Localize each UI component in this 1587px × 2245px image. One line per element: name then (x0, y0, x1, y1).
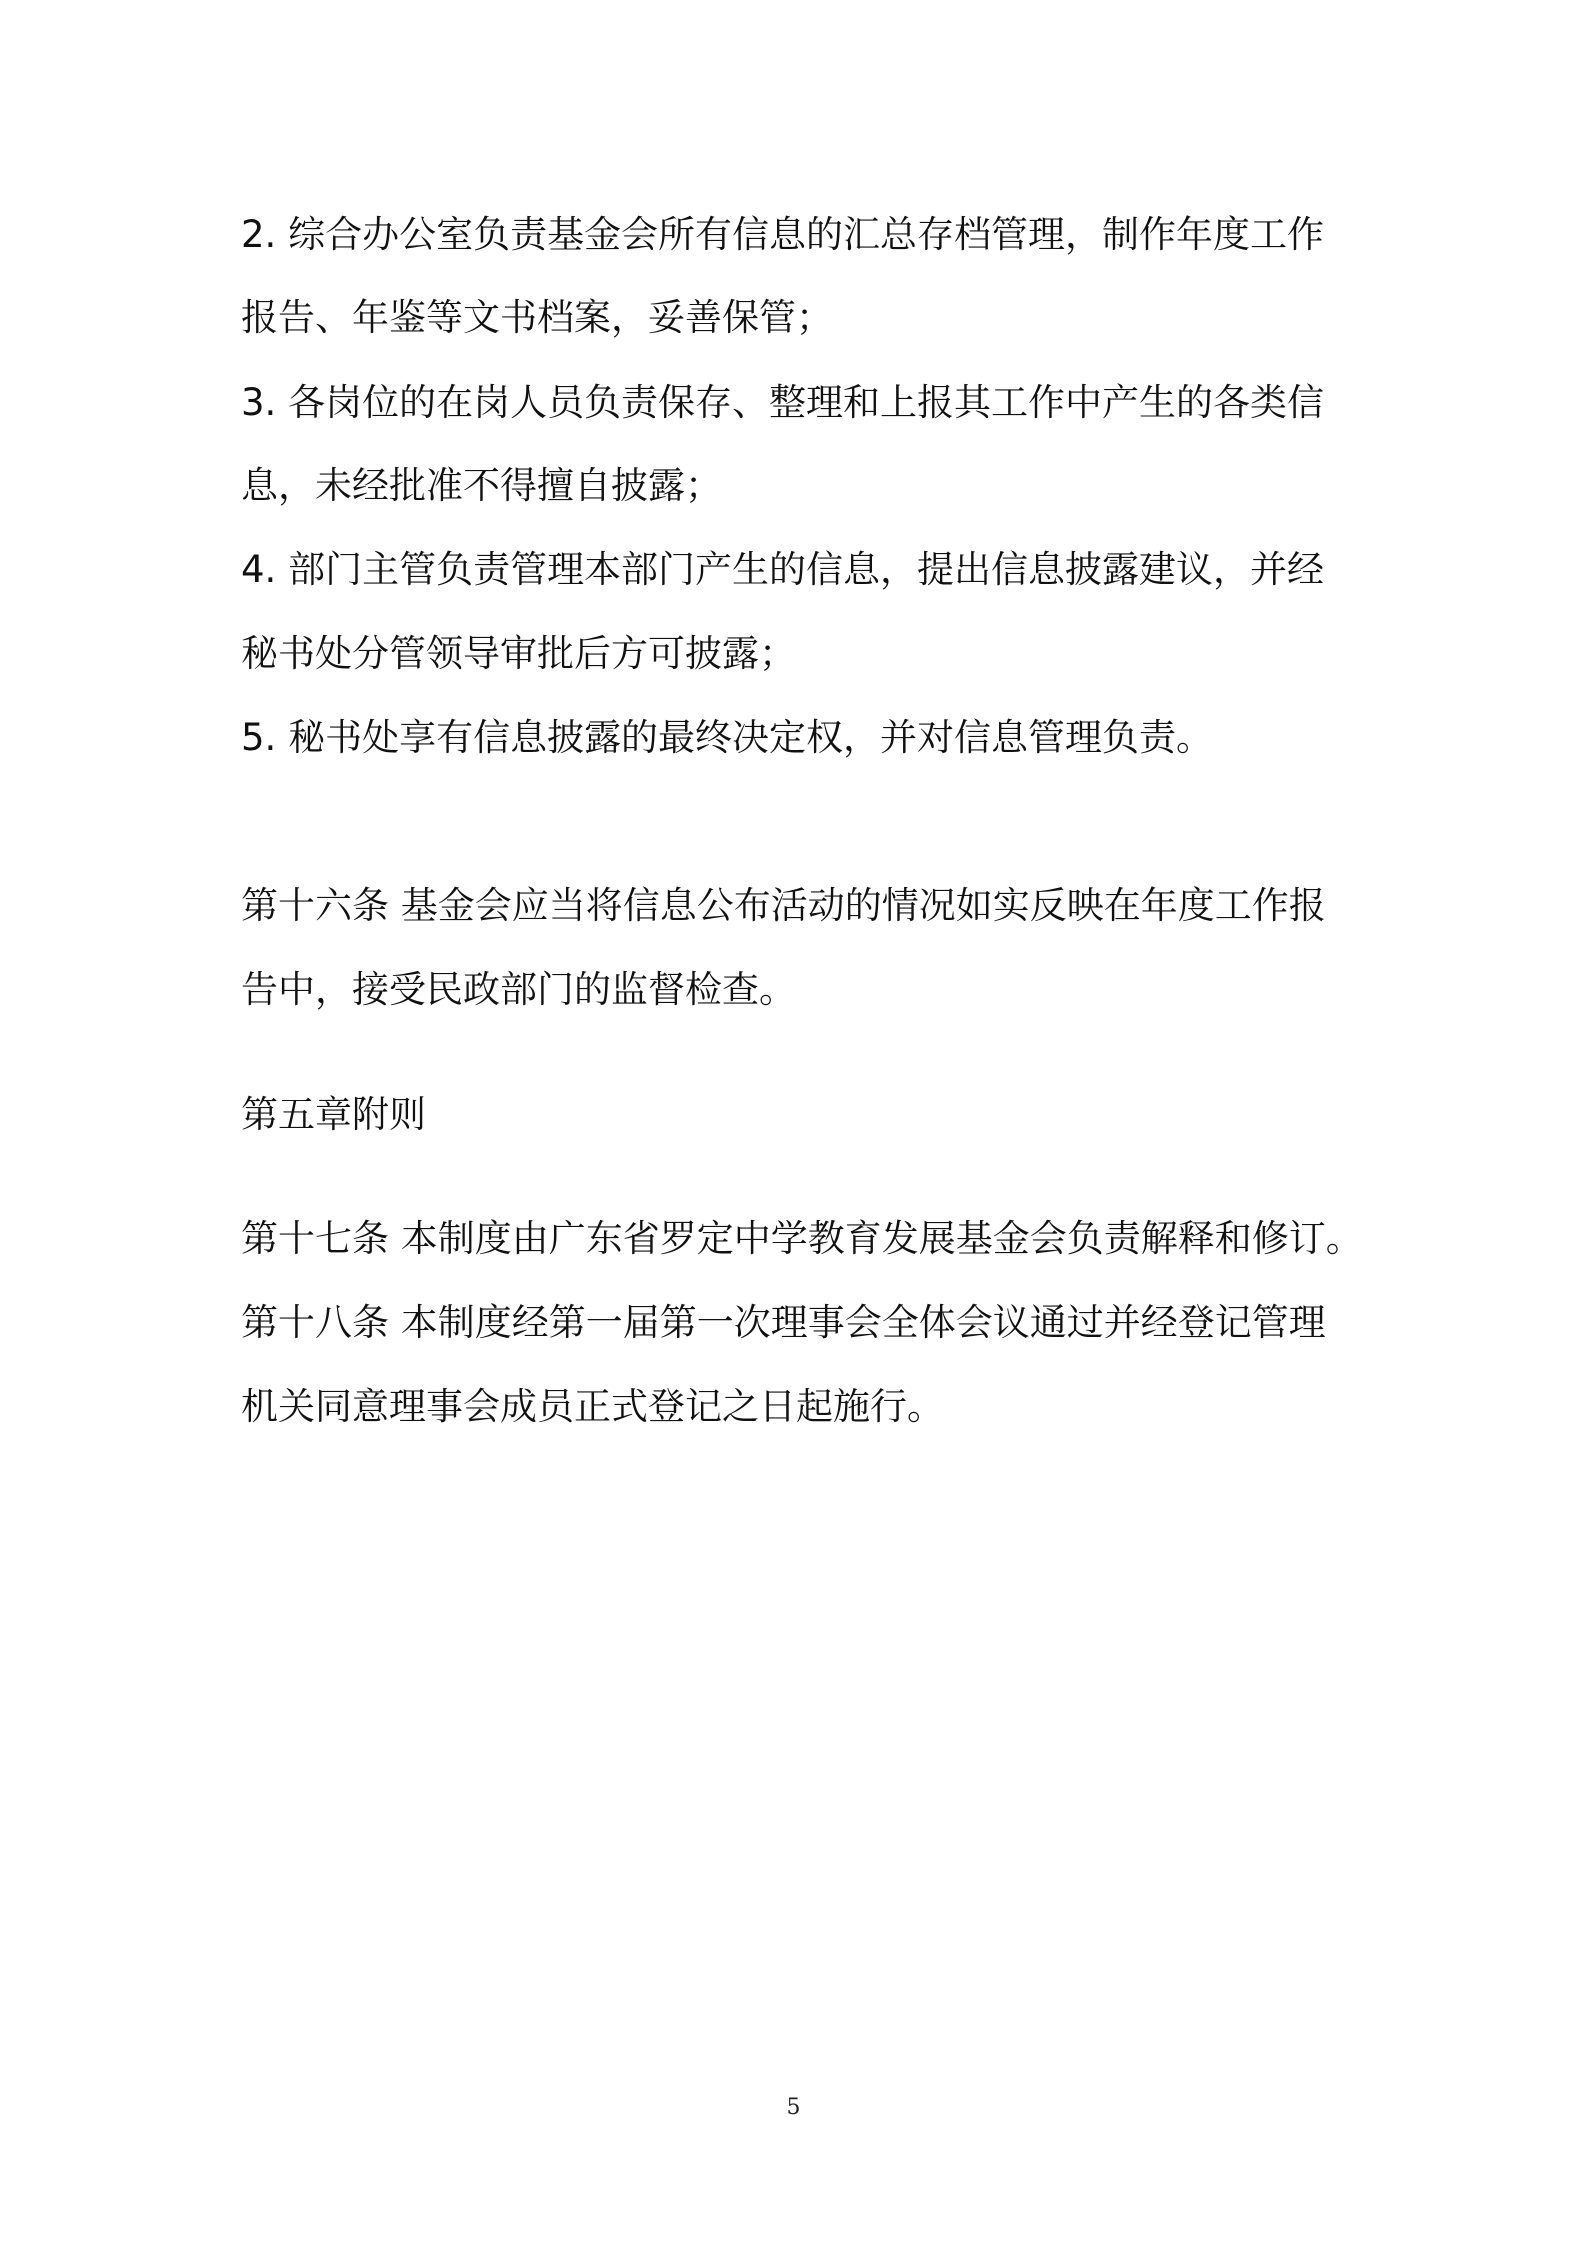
text-line: 第十八条 本制度经第一届第一次理事会全体会议通过并经登记管理 (241, 1301, 1326, 1344)
text-line: 4. 部门主管负责管理本部门产生的信息，提出信息披露建议，并经 (241, 548, 1325, 591)
text-line: 第十六条 基金会应当将信息公布活动的情况如实反映在年度工作报 (241, 884, 1326, 927)
page-number: 5 (786, 2095, 801, 2120)
text-line: 第十七条 本制度由广东省罗定中学教育发展基金会负责解释和修订。 (241, 1217, 1363, 1260)
text-line: 3. 各岗位的在岗人员负责保存、整理和上报其工作中产生的各类信 (241, 381, 1325, 424)
text-line: 2. 综合办公室负责基金会所有信息的汇总存档管理，制作年度工作 (241, 213, 1325, 256)
text-line: 息，未经批准不得擅自披露； (241, 464, 722, 507)
text-line: 报告、年鉴等文书档案，妥善保管； (241, 296, 833, 339)
chapter-heading: 第五章附则 (241, 1093, 426, 1136)
text-line: 秘书处分管领导审批后方可披露； (241, 632, 796, 675)
text-line: 告中，接受民政部门的监督检查。 (241, 968, 796, 1011)
text-line: 5. 秘书处享有信息披露的最终决定权，并对信息管理负责。 (241, 716, 1214, 759)
text-line: 机关同意理事会成员正式登记之日起施行。 (241, 1385, 944, 1428)
